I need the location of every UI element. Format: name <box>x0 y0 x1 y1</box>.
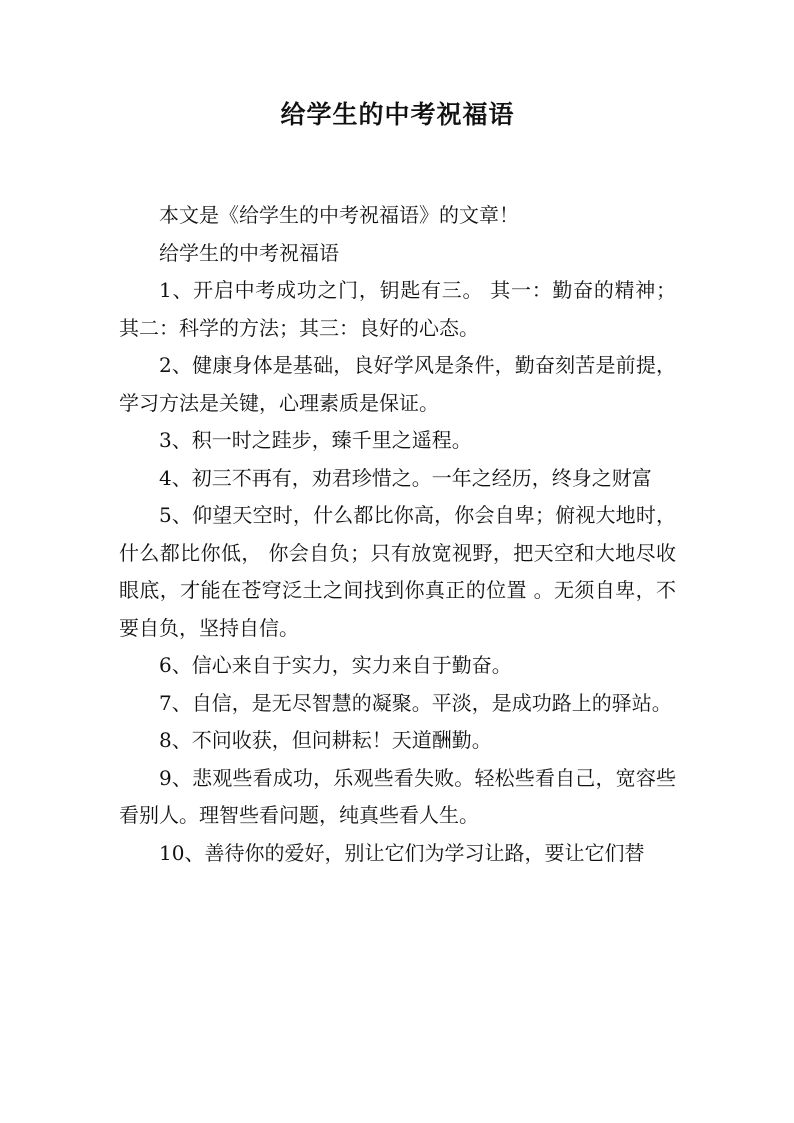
document-body <box>119 197 676 872</box>
blessing-item-8: 8、不问收获，但问耕耘！天道酬勤。 <box>159 728 492 752</box>
blessing-item-1: 1、开启中考成功之门，钥匙有三。 其一：勤奋的精神；其二：科学的方法；其三：良好的心态。 <box>119 278 676 340</box>
blessing-item-7: 7、自信，是无尽智慧的凝聚。平淡，是成功路上的驿站。 <box>159 690 672 715</box>
blessing-item-6: 6、信心来自于实力，实力来自于勤奋。 <box>159 653 512 677</box>
blessing-item-9: 9、悲观些看成功，乐观些看失败。轻松些看自己，宽容些看别人。理智些看问题，纯真些看人生。 <box>119 765 676 827</box>
blessing-item-5: 5、仰望天空时，什么都比你高，你会自卑；俯视大地时，什么都比你低， 你会自负；只有放宽视野，把天空和大地尽收眼底，才能在苍穹泛土之间找到你真正的位置 。无须自卑，不要自负，坚持自信。 <box>119 503 676 640</box>
blessing-item-4: 4、初三不再有，劝君珍惜之。一年之经历，终身之财富 <box>159 465 652 490</box>
page-title: 给学生的中考祝福语 <box>280 100 515 129</box>
section-heading: 给学生的中考祝福语 <box>159 240 339 265</box>
blessing-item-3: 3、积一时之跬步，臻千里之遥程。 <box>159 428 472 452</box>
blessing-item-10: 10、善待你的爱好，别让它们为学习让路，要让它们替 <box>159 840 645 865</box>
intro-paragraph: 本文是《给学生的中考祝福语》的文章！ <box>159 203 519 227</box>
blessing-item-2: 2、健康身体是基础，良好学风是条件，勤奋刻苦是前提，学习方法是关键，心理素质是保证。 <box>119 353 676 415</box>
